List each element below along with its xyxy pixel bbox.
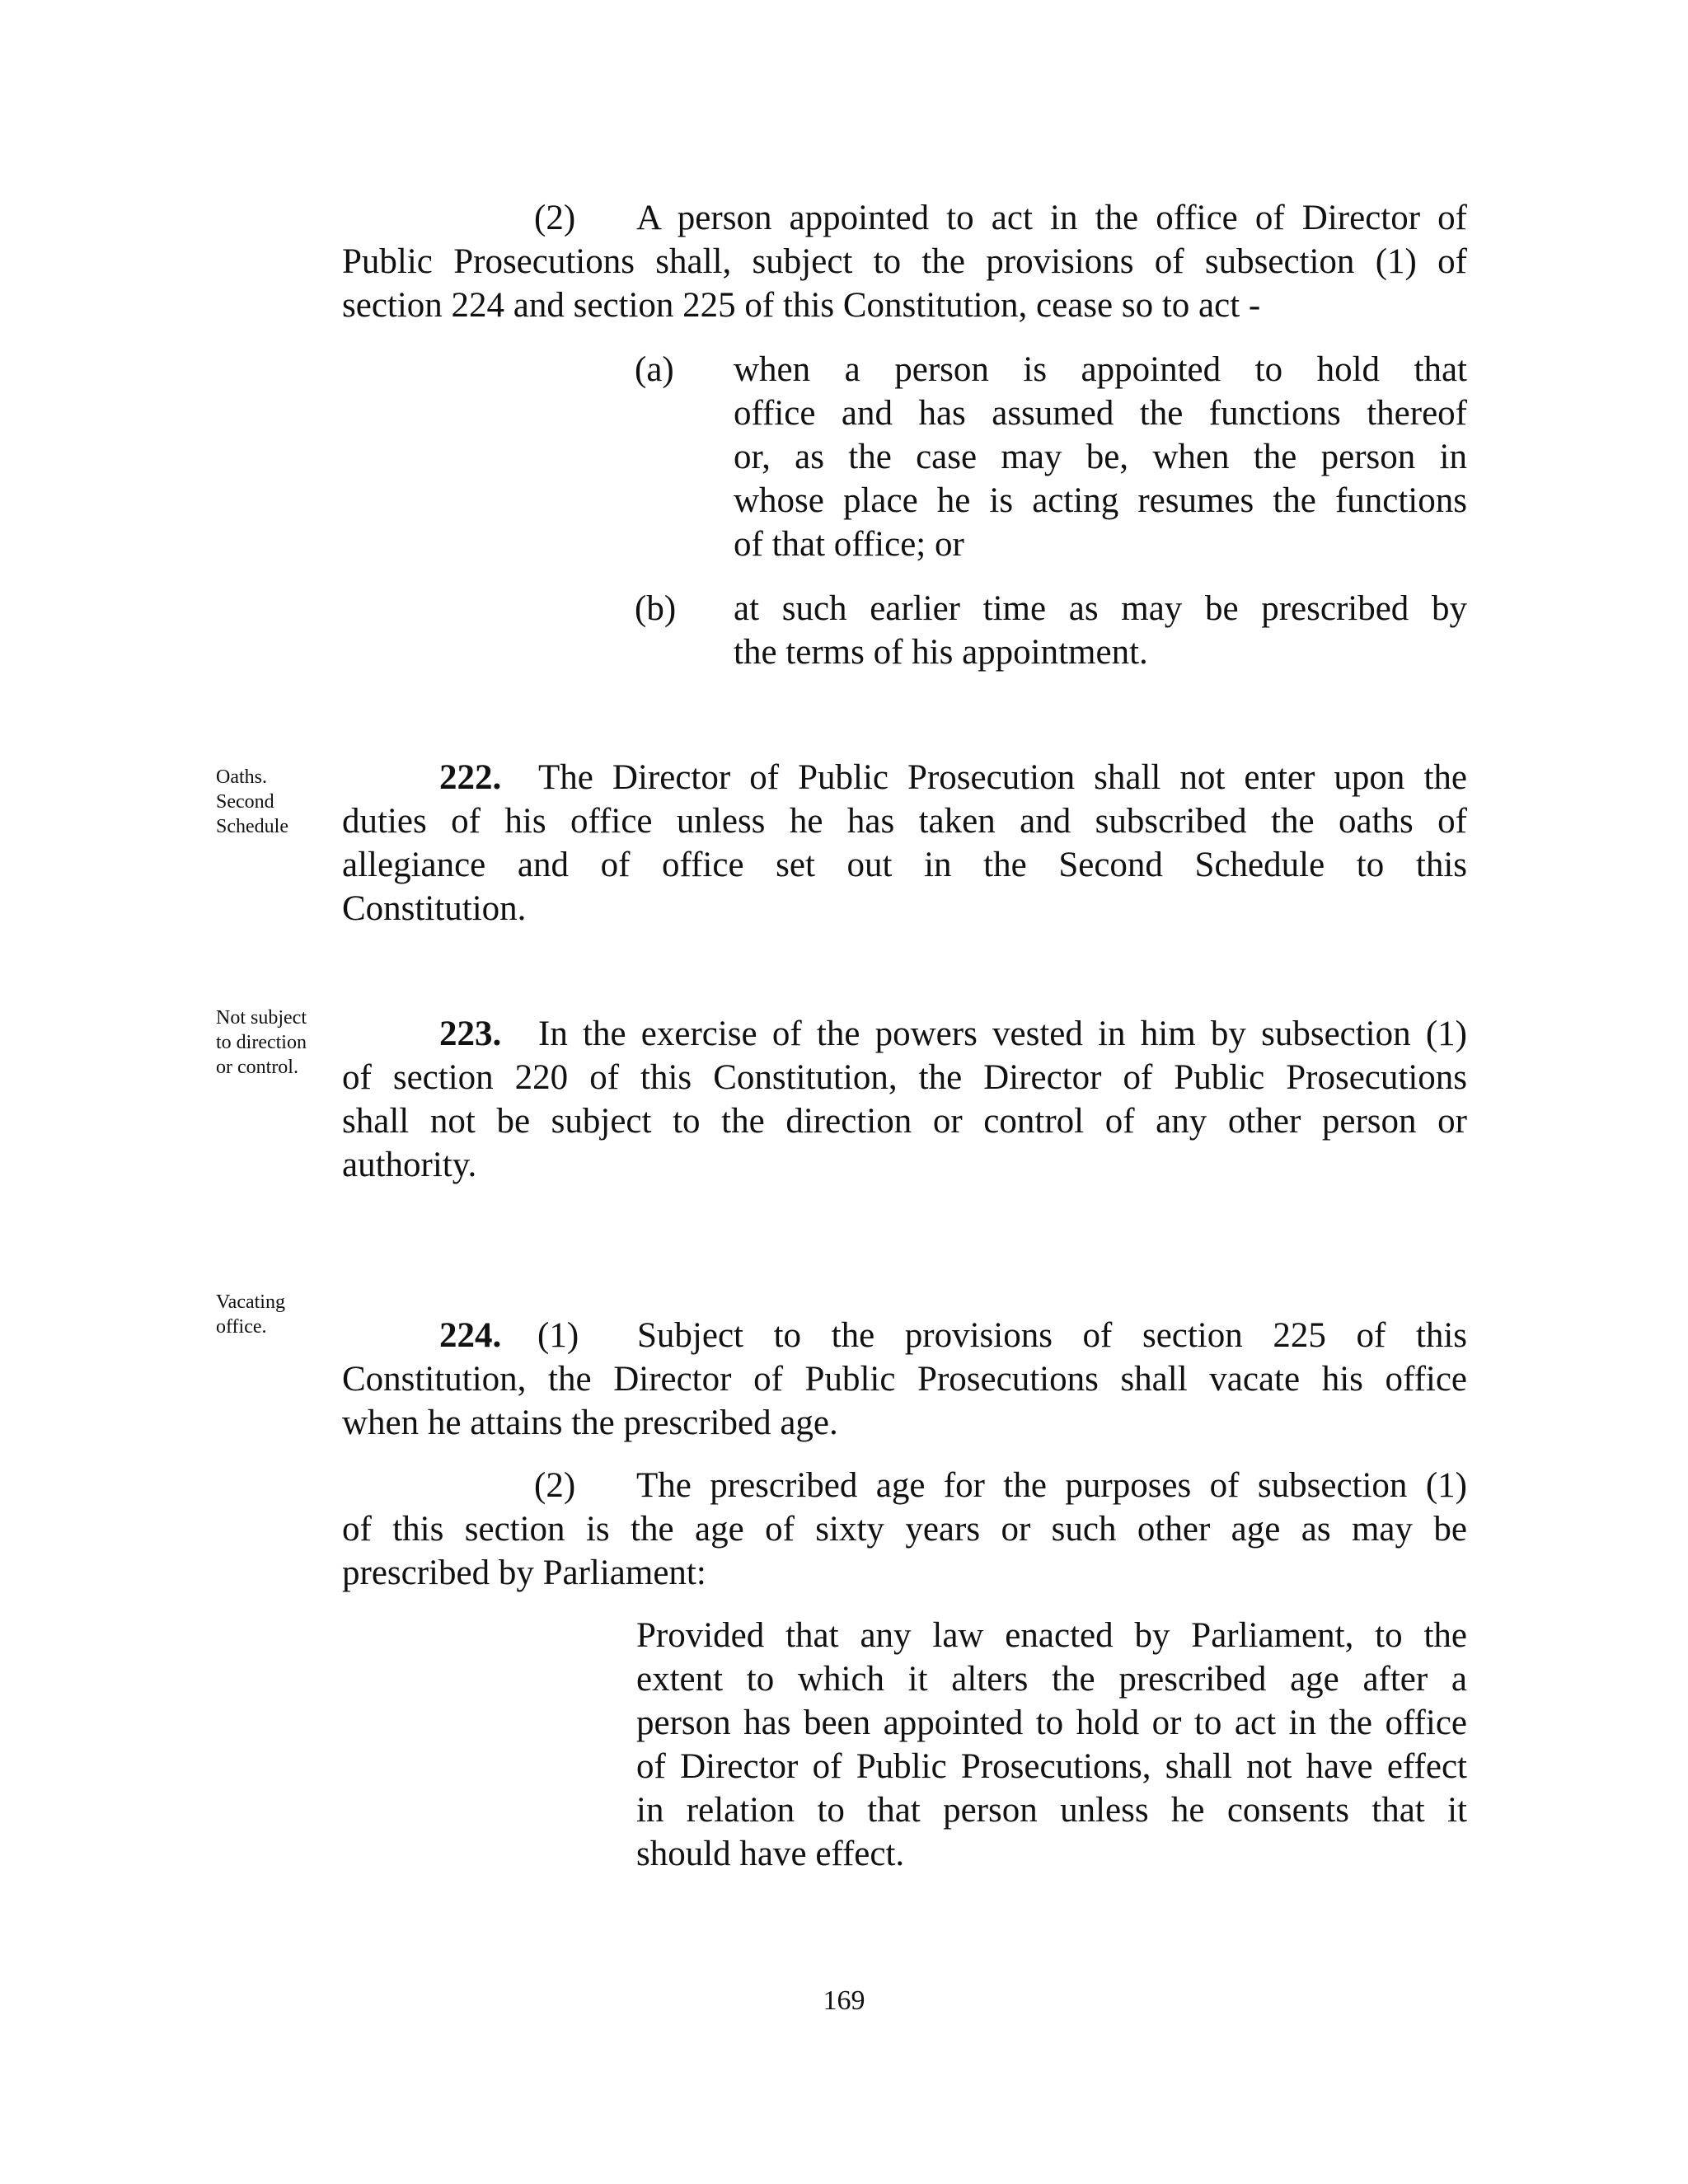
- sec221-item-a-line-1: when a person is appointed to hold that: [734, 350, 1467, 389]
- sec221-sub2-text: [342, 196, 1467, 327]
- sec224-sub2-line-3: prescribed by Parliament:: [342, 1554, 706, 1592]
- sec222-margin-note: [216, 765, 288, 839]
- sec221-item-b-line-2: the terms of his appointment.: [734, 633, 1148, 672]
- sec224-margin-note: [216, 1290, 285, 1339]
- sec224-margin-note-line-1: Vacating: [216, 1291, 285, 1313]
- sec221-item-b-label: (b): [635, 589, 677, 628]
- page-number: 169: [823, 1985, 865, 2016]
- sec221-item-a-line-2: office and has assumed the functions thereof: [734, 394, 1467, 433]
- sec222-line-2: duties of his office unless he has taken and subscribed the oaths of: [342, 802, 1467, 841]
- sec221-item-b-text: [734, 587, 1467, 674]
- sec224-sub2-line-2: of this section is the age of sixty years or such other age as may be: [342, 1510, 1467, 1549]
- sec221-sub2-label: (2): [534, 199, 576, 237]
- sec223-margin-note-line-1: Not subject: [216, 1007, 307, 1029]
- sec224-proviso-line-3: person has been appointed to hold or to act in the office: [636, 1704, 1467, 1742]
- sec223-line-3: shall not be subject to the direction or control of any other person or: [342, 1102, 1467, 1141]
- sec223-margin-note-line-3: or control.: [216, 1057, 298, 1078]
- sec224-proviso-line-2: extent to which it alters the prescribed age after a: [636, 1660, 1467, 1699]
- sec224-proviso-line-4: of Director of Public Prosecutions, shall not have effect: [636, 1747, 1467, 1786]
- sec224-number: 224.: [439, 1316, 502, 1355]
- sec221-item-b-line-1: at such earlier time as may be prescribed by: [734, 589, 1467, 628]
- sec222-margin-note-line-2: Second: [216, 791, 274, 813]
- sec221-item-a-text: [734, 348, 1467, 566]
- sec224-sub1-line-1: Subject to the provisions of section 225 of this: [637, 1316, 1467, 1355]
- sec224-sub1-line-2: Constitution, the Director of Public Prosecutions shall vacate his office: [342, 1360, 1467, 1399]
- sec224-sub1-line-3: when he attains the prescribed age.: [342, 1404, 838, 1442]
- sec222-line-4: Constitution.: [342, 889, 527, 928]
- sec222-margin-note-line-1: Oaths.: [216, 766, 267, 788]
- sec224-proviso-line-1: Provided that any law enacted by Parliament, to the: [636, 1616, 1467, 1655]
- sec223-margin-note: [216, 1005, 307, 1080]
- sec223-text: [342, 1012, 1467, 1187]
- sec221-item-a-line-3: or, as the case may be, when the person in: [734, 438, 1467, 476]
- sec223-number: 223.: [439, 1015, 502, 1053]
- sec223-line-2: of section 220 of this Constitution, the Director of Public Prosecutions: [342, 1058, 1467, 1097]
- sec224-proviso: [636, 1614, 1467, 1876]
- sec224-proviso-line-6: should have effect.: [636, 1835, 905, 1873]
- sec222-number: 222.: [439, 758, 502, 797]
- sec224-sub2-line-1: The prescribed age for the purposes of subsection (1): [636, 1466, 1467, 1505]
- sec221-item-a-line-4: whose place he is acting resumes the functions: [734, 481, 1467, 520]
- sec222-margin-note-line-3: Schedule: [216, 816, 288, 837]
- sec223-margin-note-line-2: to direction: [216, 1032, 307, 1053]
- sec224-sub1-text: [342, 1314, 1467, 1445]
- sec221-item-a-label: (a): [635, 350, 674, 389]
- sec224-margin-note-line-2: office.: [216, 1316, 267, 1338]
- sec224-proviso-line-5: in relation to that person unless he consents that it: [636, 1791, 1467, 1830]
- sec224-sub2-label: (2): [534, 1466, 576, 1505]
- sec221-sub2-line-1: A person appointed to act in the office of Director of: [636, 199, 1467, 237]
- sec222-text: [342, 756, 1467, 930]
- sec223-line-1: In the exercise of the powers vested in him by subsection (1): [538, 1015, 1467, 1053]
- sec221-item-a-line-5: of that office; or: [734, 525, 964, 564]
- sec223-line-4: authority.: [342, 1146, 477, 1184]
- sec224-sub2-text: [342, 1464, 1467, 1595]
- sec224-sub1-label: (1): [537, 1316, 579, 1355]
- sec221-sub2-line-3: section 224 and section 225 of this Constitution, cease so to act -: [342, 286, 1261, 325]
- sec222-line-3: allegiance and of office set out in the Second Schedule to this: [342, 846, 1467, 884]
- sec221-sub2-line-2: Public Prosecutions shall, subject to the provisions of subsection (1) of: [342, 242, 1467, 281]
- sec222-line-1: The Director of Public Prosecution shall not enter upon the: [538, 758, 1467, 797]
